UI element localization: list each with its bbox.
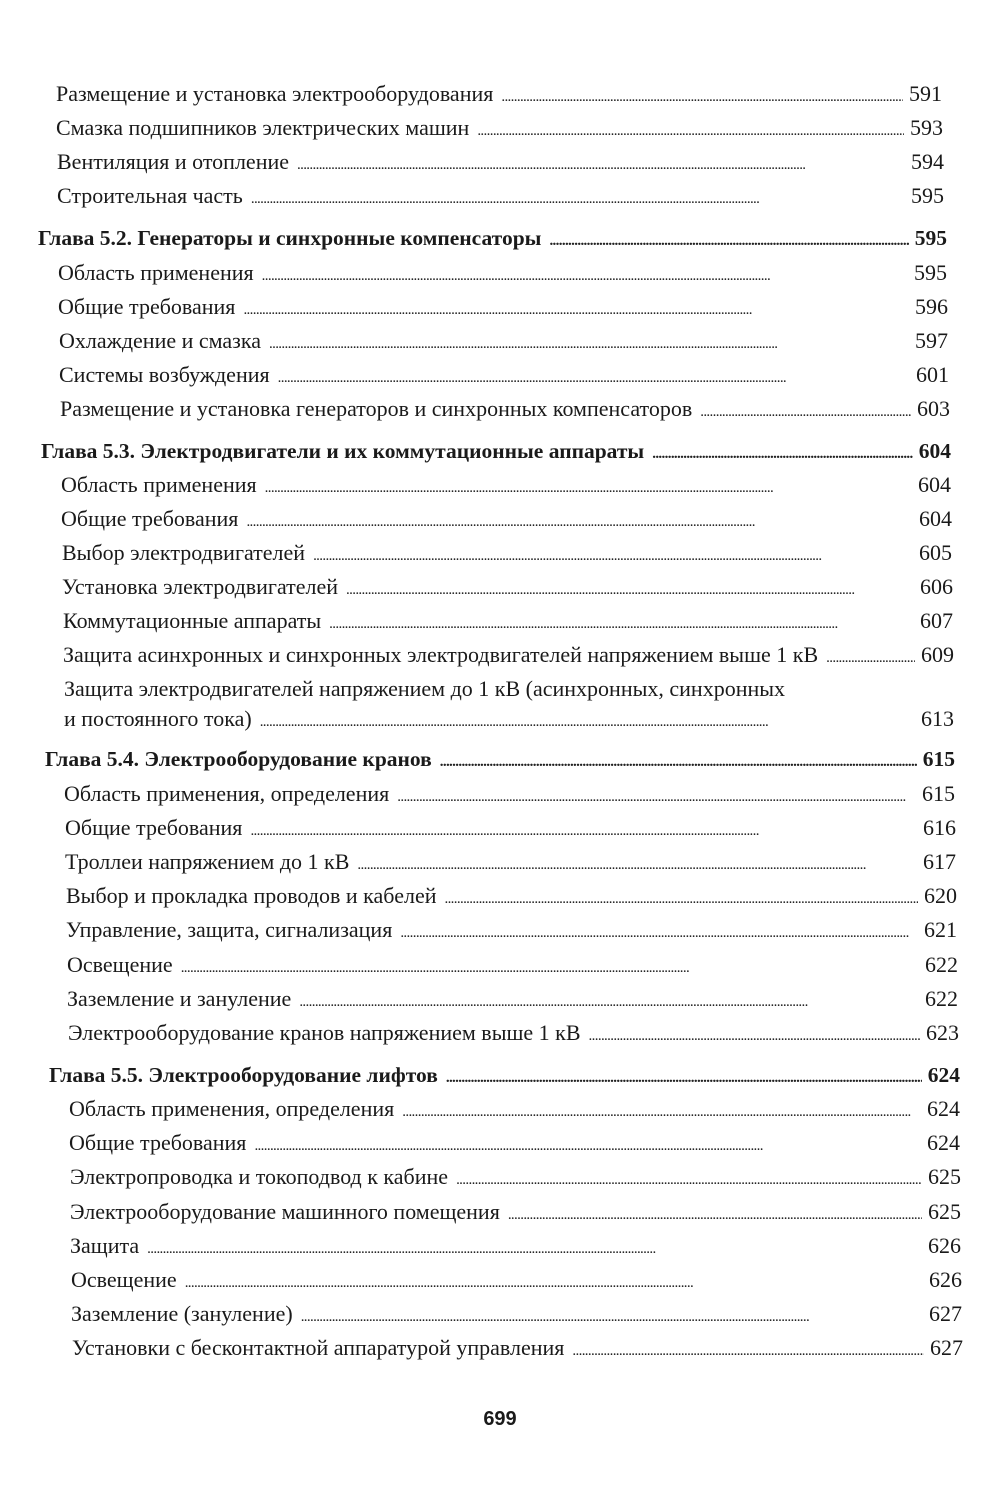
toc-entry-page: 621 [924, 917, 957, 942]
toc-entry[interactable] [65, 811, 956, 848]
toc-entry-title: Размещение и установка электрооборудования [56, 81, 494, 106]
dot-leader [477, 114, 904, 148]
toc-entry-title: Освещение [67, 952, 173, 977]
toc-entry[interactable] [62, 536, 952, 573]
toc-entry[interactable] [59, 324, 948, 361]
toc-entry[interactable] [56, 111, 943, 148]
toc-entry-title: Выбор электродвигателей [62, 540, 306, 565]
page-number: 699 [483, 1408, 517, 1430]
toc-entry-page: 626 [929, 1267, 962, 1292]
toc-entry-title: Защита [70, 1233, 140, 1258]
dot-leader [299, 985, 919, 1019]
toc-entry-page: 594 [911, 149, 944, 174]
toc-entry[interactable] [57, 179, 944, 216]
toc-entry-page: 609 [921, 642, 954, 667]
dot-leader [313, 539, 913, 573]
toc-entry-page: 622 [925, 986, 958, 1011]
toc-entry-title: Охлаждение и смазка [59, 328, 261, 353]
toc-entry-page: 597 [915, 328, 948, 353]
dot-leader [446, 1061, 922, 1095]
toc-entry[interactable] [67, 948, 958, 985]
dot-leader [346, 573, 914, 607]
toc-entry[interactable] [70, 1229, 961, 1266]
toc-entry-page: 593 [910, 115, 943, 140]
dot-leader [444, 882, 918, 916]
dot-leader [589, 1019, 920, 1053]
toc-entry-title: Защита электродвигателей напряжением до 1 кВ (асинхронных, синхронных [64, 676, 786, 701]
toc-entry-title: Размещение и установка генераторов и синхронных компенсаторов [60, 396, 693, 421]
toc-entry-page: 626 [928, 1233, 961, 1258]
toc-entry-page: 624 [927, 1130, 960, 1155]
toc-entry-page: 613 [921, 706, 954, 731]
toc-entry-page: 595 [914, 260, 947, 285]
toc-entry-page: 603 [917, 396, 950, 421]
dot-leader [251, 182, 905, 216]
dot-leader [440, 745, 917, 779]
toc-entry-title: Область применения [58, 260, 254, 285]
toc-chapter-page: 615 [922, 747, 955, 771]
toc-entry[interactable] [59, 358, 949, 395]
toc-chapter-page: 624 [927, 1063, 960, 1087]
toc-entry-title: Электропроводка и токоподвод к кабине [70, 1164, 449, 1189]
toc-entry[interactable] [68, 1016, 959, 1053]
toc-entry-title: Установки с бесконтактной аппаратурой управления [72, 1335, 565, 1360]
toc-entry[interactable] [58, 290, 948, 327]
toc-entry[interactable] [66, 913, 957, 950]
dot-leader [301, 1300, 923, 1334]
toc-entry[interactable] [69, 1092, 960, 1129]
dot-leader [501, 80, 903, 114]
dot-leader [246, 505, 913, 539]
toc-entry-page: 601 [916, 362, 949, 387]
toc-entry-title: Выбор и прокладка проводов и кабелей [66, 883, 437, 908]
dot-leader [400, 916, 918, 950]
toc-entry-page: 625 [928, 1164, 961, 1189]
toc-entry[interactable] [72, 1331, 963, 1368]
toc-entry[interactable] [63, 604, 953, 641]
toc-entry-page: 604 [918, 472, 951, 497]
dot-leader [357, 848, 917, 882]
toc-entry[interactable] [61, 502, 952, 539]
dot-leader [826, 641, 915, 675]
toc-entry-title: Вентиляция и отопление [57, 149, 289, 174]
toc-entry-page: 620 [924, 883, 957, 908]
dot-leader [147, 1232, 922, 1266]
toc-chapter-title: Глава 5.5. Электрооборудование лифтов [49, 1063, 438, 1087]
dot-leader [700, 395, 911, 429]
dot-leader [269, 327, 909, 361]
toc-entry-page: 627 [929, 1301, 962, 1326]
toc-entry[interactable] [60, 392, 950, 429]
toc-chapter-page: 595 [914, 226, 947, 250]
toc-entry[interactable] [57, 145, 944, 182]
toc-entry-title: Область применения, определения [69, 1096, 395, 1121]
toc-entry-title: Заземление и зануление [67, 986, 292, 1011]
toc-entry-title: Общие требования [69, 1130, 247, 1155]
toc-entry-page: 595 [911, 183, 944, 208]
toc-entry[interactable] [64, 777, 955, 814]
dot-leader [185, 1266, 923, 1300]
dot-leader [329, 607, 914, 641]
toc-entry-title: Системы возбуждения [59, 362, 270, 387]
dot-leader [278, 361, 910, 395]
toc-entry-title-continued: и постоянного тока) [64, 706, 252, 731]
toc-chapter-title: Глава 5.3. Электродвигатели и их коммутационные аппараты [41, 439, 645, 463]
dot-leader [254, 1129, 921, 1163]
toc-entry-page: 622 [925, 952, 958, 977]
toc-entry[interactable] [63, 638, 954, 675]
toc-entry[interactable] [71, 1263, 962, 1300]
toc-entry-title: Освещение [71, 1267, 177, 1292]
dot-leader [260, 705, 915, 739]
toc-entry[interactable] [71, 1297, 962, 1334]
toc-chapter-entry[interactable] [45, 742, 955, 779]
dot-leader [265, 471, 912, 505]
toc-entry-page: 607 [920, 608, 953, 633]
toc-entry-title: Общие требования [65, 815, 243, 840]
toc-entry-title: Электрооборудование кранов напряжением выше 1 кВ [68, 1020, 581, 1045]
dot-leader [549, 224, 908, 258]
toc-entry-title: Электрооборудование машинного помещения [70, 1199, 500, 1224]
toc-entry-page: 604 [919, 506, 952, 531]
toc-entry-page: 617 [923, 849, 956, 874]
toc-entry-title: Заземление (зануление) [71, 1301, 293, 1326]
toc-entry[interactable] [56, 77, 942, 114]
toc-entry-title: Троллеи напряжением до 1 кВ [65, 849, 350, 874]
toc-entry-page: 627 [930, 1335, 963, 1360]
toc-entry[interactable] [64, 674, 954, 739]
toc-entry[interactable] [70, 1160, 961, 1197]
toc-entry[interactable] [67, 982, 958, 1019]
toc-entry-title: Строительная часть [57, 183, 243, 208]
dot-leader [456, 1163, 922, 1197]
toc-entry-title: Защита асинхронных и синхронных электродвигателей напряжением выше 1 кВ [63, 642, 819, 667]
toc-chapter-title: Глава 5.4. Электрооборудование кранов [45, 747, 432, 771]
dot-leader [297, 148, 905, 182]
toc-entry[interactable] [58, 256, 947, 293]
toc-entry-page: 591 [909, 81, 942, 106]
toc-entry[interactable] [65, 845, 956, 882]
toc-entry-title: Общие требования [61, 506, 239, 531]
dot-leader [402, 1095, 921, 1129]
dot-leader [508, 1198, 922, 1232]
toc-entry-page: 625 [928, 1199, 961, 1224]
toc-entry[interactable] [62, 570, 953, 607]
toc-entry[interactable] [70, 1195, 961, 1232]
toc-entry-page: 616 [923, 815, 956, 840]
toc-entry-page: 606 [920, 574, 953, 599]
dot-leader [243, 293, 909, 327]
toc-entry-page: 623 [926, 1020, 959, 1045]
dot-leader [652, 437, 913, 471]
toc-entry-page: 596 [915, 294, 948, 319]
toc-entry-title: Область применения [61, 472, 257, 497]
toc-chapter-entry[interactable] [38, 221, 947, 258]
dot-leader [262, 259, 908, 293]
toc-entry-page: 624 [927, 1096, 960, 1121]
toc-entry[interactable] [69, 1126, 960, 1163]
toc-chapter-page: 604 [918, 439, 951, 463]
toc-entry-title: Коммутационные аппараты [63, 608, 322, 633]
toc-chapter-entry[interactable] [49, 1058, 960, 1095]
dot-leader [572, 1334, 924, 1368]
toc-entry-title: Установка электродвигателей [62, 574, 339, 599]
toc-chapter-entry[interactable] [41, 434, 951, 471]
toc-chapter-title: Глава 5.2. Генераторы и синхронные компенсаторы [38, 226, 542, 250]
toc-entry[interactable] [61, 468, 951, 505]
dot-leader [181, 951, 919, 985]
toc-entry-title: Управление, защита, сигнализация [66, 917, 393, 942]
toc-entry[interactable] [66, 879, 957, 916]
dot-leader [397, 780, 916, 814]
toc-entry-page: 605 [919, 540, 952, 565]
dot-leader [250, 814, 917, 848]
toc-entry-title: Область применения, определения [64, 781, 390, 806]
toc-entry-title: Общие требования [58, 294, 236, 319]
toc-entry-title: Смазка подшипников электрических машин [56, 115, 470, 140]
toc-entry-page: 615 [922, 781, 955, 806]
